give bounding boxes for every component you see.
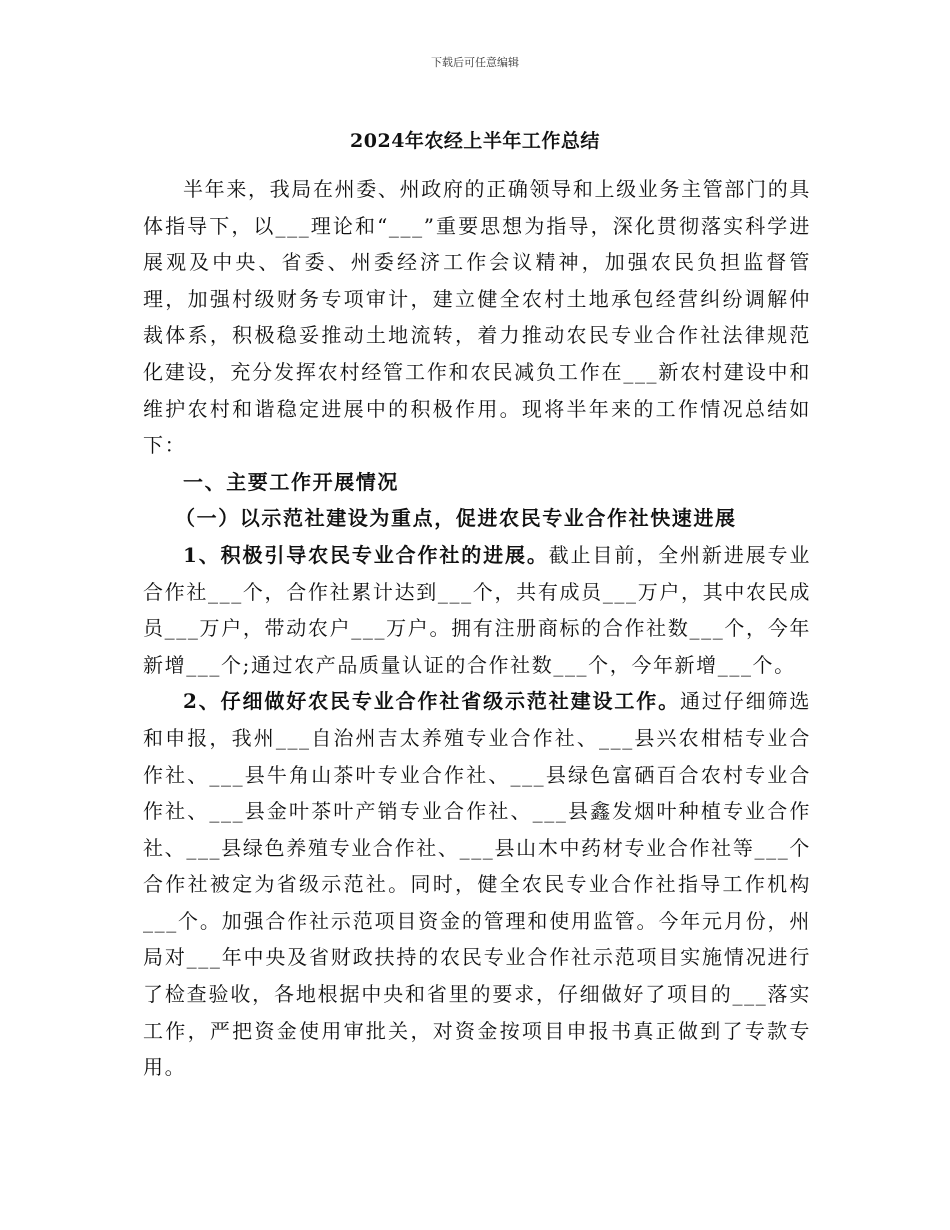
item-1-lead: 1、积极引导农民专业合作社的进展。 xyxy=(183,542,549,567)
item-1-text: 截止目前，全州新进展专业合作社___个，合作社累计达到___个，共有成员___万户，其中农民成员___万户，带动农户___万户。拥有注册商标的合作社数___个，今年新增___个;通过农产品质量认证的合作社数___个，今年新增___个。 xyxy=(143,542,811,677)
item-1-paragraph xyxy=(143,537,811,683)
item-2-paragraph xyxy=(143,683,811,1086)
subsection-heading: （一）以示范社建设为重点，促进农民专业合作社快速进展 xyxy=(175,506,737,531)
document-title: 2024年农经上半年工作总结 xyxy=(350,130,600,152)
item-2-text: 通过仔细筛选和申报，我州___自治州吉太养殖专业合作社、___县兴农柑桔专业合作社、___县牛角山茶叶专业合作社、___县绿色富硒百合农村专业合作社、___县金叶茶叶产销专业合作社、___县鑫发烟叶种植专业合作社、___县绿色养殖专业合作社、___县山木中药材专业合作社等___个合作社被定为省级示范社。同时，健全农民专业合作社指导工作机构___个。加强合作社示范项目资金的管理和使用监管。今年元月份，州局对___年中央及省财政扶持的农民专业合作社示范项目实施情况进行了检查验收，各地根据中央和省里的要求，仔细做好了项目的___落实工作，严把资金使用审批关，对资金按项目申报书真正做到了专款专用。 xyxy=(143,689,812,1080)
intro-paragraph: 半年来，我局在州委、州政府的正确领导和上级业务主管部门的具体指导下，以___理论和“___”重要思想为指导，深化贯彻落实科学进展观及中央、省委、州委经济工作会议精神，加强农民负担监督管理，加强村级财务专项审计，建立健全农村土地承包经营纠纷调解仲裁体系，积极稳妥推动土地流转，着力推动农民专业合作社法律规范化建设，充分发挥农村经管工作和农民减负工作在___新农村建设中和维护农村和谐稳定进展中的积极作用。现将半年来的工作情况总结如下： xyxy=(143,177,811,458)
header-note: 下载后可任意编辑 xyxy=(431,56,519,69)
item-2-lead: 2、仔细做好农民专业合作社省级示范社建设工作。 xyxy=(183,689,681,714)
document-body xyxy=(143,171,811,1086)
section-heading: 一、主要工作开展情况 xyxy=(183,469,399,494)
